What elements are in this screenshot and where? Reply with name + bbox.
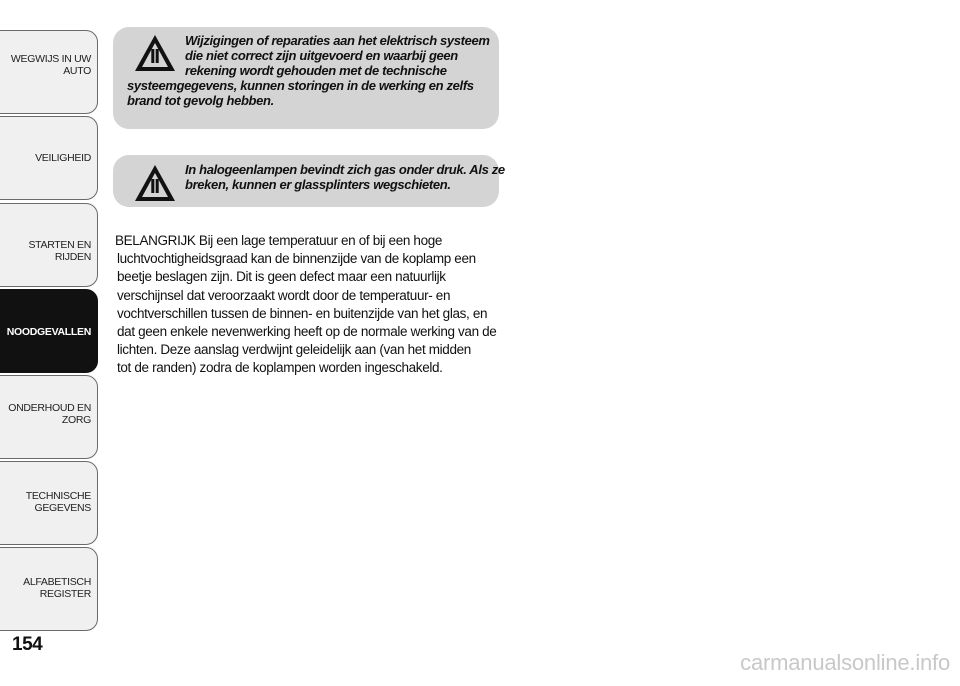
note-line: beetje beslagen zijn. Dit is geen defect maar een natuurlijk — [117, 269, 446, 285]
tab-label: NOODGEVALLEN — [6, 326, 91, 338]
tab-starten-en-rijden[interactable] — [0, 203, 98, 287]
tab-onderhoud-en-zorg[interactable] — [0, 375, 98, 459]
warning-text — [185, 162, 505, 192]
warning-line: brand tot gevolg hebben. — [127, 93, 274, 108]
warning-line: die niet correct zijn uitgevoerd en waarbij geen — [185, 48, 458, 63]
note-line: lichten. Deze aanslag verdwijnt geleidelijk aan (van het midden — [117, 342, 471, 358]
tab-label: VEILIGHEID — [35, 152, 91, 164]
warning-line: systeemgegevens, kunnen storingen in de werking en zelfs — [127, 78, 474, 93]
page-number: 154 — [12, 634, 43, 655]
warning-line: Wijzigingen of reparaties aan het elektrisch systeem — [185, 33, 490, 48]
tab-label: ONDERHOUD EN ZORG — [8, 402, 91, 426]
tab-label: TECHNISCHE GEGEVENS — [25, 490, 91, 514]
note-line: verschijnsel dat veroorzaakt wordt door de temperatuur- en — [117, 287, 451, 303]
watermark: carmanualsonline.info — [740, 650, 950, 675]
warning-triangle-icon — [133, 163, 177, 203]
tab-label: STARTEN EN RIJDEN — [28, 239, 91, 263]
tab-veiligheid[interactable] — [0, 116, 98, 200]
important-note — [115, 232, 505, 378]
tab-technische-gegevens[interactable] — [0, 461, 98, 545]
tab-label: ALFABETISCH REGISTER — [23, 576, 91, 600]
warning-text — [127, 33, 495, 108]
warning-box — [113, 155, 505, 207]
chapter-tabs — [0, 0, 100, 640]
warning-line: rekening wordt gehouden met de technische — [185, 63, 447, 78]
warning-box — [113, 27, 499, 129]
warning-line: breken, kunnen er glassplinters wegschieten. — [185, 177, 451, 192]
note-line: dat geen enkele nevenwerking heeft op de normale werking van de — [117, 324, 497, 340]
tab-alfabetisch-register[interactable] — [0, 547, 98, 631]
tab-wegwijs-in-uw-auto[interactable] — [0, 30, 98, 114]
tab-label: WEGWIJS IN UW AUTO — [10, 53, 91, 77]
note-line: tot de randen) zodra de koplampen worden ingeschakeld. — [117, 360, 443, 376]
note-line: luchtvochtigheidsgraad kan de binnenzijde van de koplamp een — [117, 251, 476, 267]
note-line: BELANGRIJK Bij een lage temperatuur en of bij een hoge — [115, 233, 443, 248]
warning-line: In halogeenlampen bevindt zich gas onder druk. Als ze — [185, 162, 505, 177]
note-line: vochtverschillen tussen de binnen- en buitenzijde van het glas, en — [117, 305, 488, 321]
tab-noodgevallen[interactable] — [0, 289, 98, 373]
